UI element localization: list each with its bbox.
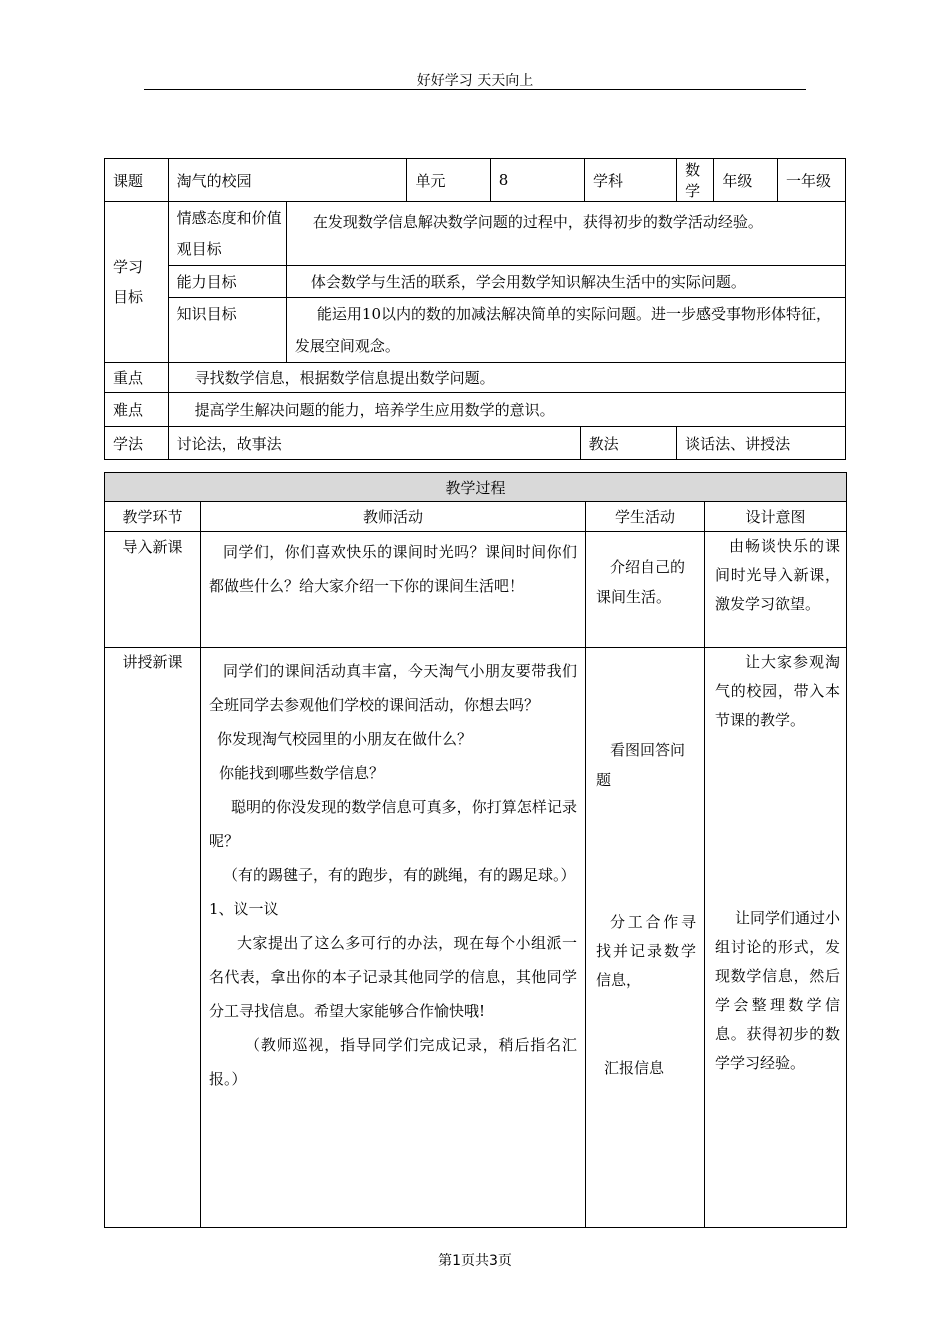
teacher-activity-para: 你能找到哪些数学信息？ xyxy=(219,764,385,782)
topic-label: 课题 xyxy=(105,159,169,202)
column-header-student: 学生活动 xyxy=(586,502,705,532)
teach-method-label: 教法 xyxy=(580,427,676,460)
stage-intro: 导入新课 xyxy=(105,532,201,648)
key-label: 重点 xyxy=(105,363,169,393)
teach-method-value: 谈话法、讲授法 xyxy=(677,427,846,460)
subject-label: 学科 xyxy=(585,159,677,202)
design-intent-para: 由畅谈快乐的课间时光导入新课，激发学习欲望。 xyxy=(715,537,841,613)
difficulty-value: 提高学生解决问题的能力，培养学生应用数学的意识。 xyxy=(168,393,845,427)
goal-label-ability: 能力目标 xyxy=(168,266,286,298)
goal-text-ability: 体会数学与生活的联系，学会用数学知识解决生活中的实际问题。 xyxy=(286,266,845,298)
column-header-stage: 教学环节 xyxy=(105,502,201,532)
student-activity-para: 分工合作寻找并记录数学信息， xyxy=(596,913,696,989)
lesson-info-table xyxy=(104,158,846,460)
goal-text-knowledge: 能运用10以内的数的加减法解决简单的实际问题。进一步感受事物形体特征，发展空间观念。 xyxy=(286,298,845,363)
design-intent-para: 让大家参观淘气的校园，带入本节课的教学。 xyxy=(715,653,841,729)
process-title: 教学过程 xyxy=(105,473,847,502)
unit-label: 单元 xyxy=(407,159,490,202)
teacher-activity-para: （教师巡视，指导同学们完成记录，稍后指名汇报。） xyxy=(209,1036,577,1088)
header-divider xyxy=(144,89,806,90)
teacher-activity-para: 同学们的课间活动真丰富，今天淘气小朋友要带我们全班同学去参观他们学校的课间活动，你想去吗？ xyxy=(209,662,577,714)
teacher-activity-para: 你发现淘气校园里的小朋友在做什么？ xyxy=(217,730,473,748)
goal-label-attitude: 情感态度和价值观目标 xyxy=(168,202,286,266)
page-number: 第1页共3页 xyxy=(438,1253,512,1269)
table-row xyxy=(105,648,847,1228)
goals-label: 学习目标 xyxy=(105,202,169,363)
teacher-activity-para: （有的踢毽子，有的跑步，有的跳绳，有的踢足球。） xyxy=(223,866,576,884)
subject-value: 数学 xyxy=(677,159,714,202)
teaching-process-table xyxy=(104,472,847,1228)
student-activity-para: 看图回答问题 xyxy=(596,741,686,789)
student-activity-para: 介绍自己的课间生活。 xyxy=(596,558,686,606)
student-activity-para: 汇报信息 xyxy=(604,1059,665,1077)
unit-value: 8 xyxy=(490,159,584,202)
grade-value: 一年级 xyxy=(777,159,845,202)
design-intent-para: 让同学们通过小组讨论的形式，发现数学信息，然后学会整理数学信息。获得初步的数学学习经验。 xyxy=(715,909,841,1072)
teacher-activity-para: 同学们，你们喜欢快乐的课间时光吗？课间时间你们都做些什么？给大家介绍一下你的课间生活吧！ xyxy=(209,543,577,595)
teacher-activity-para: 大家提出了这么多可行的办法，现在每个小组派一名代表，拿出你的本子记录其他同学的信息，其他同学分工寻找信息。希望大家能够合作愉快哦! xyxy=(209,934,577,1020)
table-row xyxy=(105,532,847,648)
column-header-teacher: 教师活动 xyxy=(201,502,586,532)
teacher-activity-para: 聪明的你没发现的数学信息可真多，你打算怎样记录呢？ xyxy=(209,798,577,850)
topic-value: 淘气的校园 xyxy=(168,159,407,202)
teacher-activity-para: 1、议一议 xyxy=(209,900,279,918)
page-header-title: 好好学习 天天向上 xyxy=(416,73,534,89)
goal-label-knowledge: 知识目标 xyxy=(168,298,286,363)
grade-label: 年级 xyxy=(714,159,778,202)
column-header-design: 设计意图 xyxy=(705,502,847,532)
difficulty-label: 难点 xyxy=(105,393,169,427)
study-method-value: 讨论法，故事法 xyxy=(168,427,580,460)
stage-new-lesson: 讲授新课 xyxy=(105,648,201,1228)
key-value: 寻找数学信息，根据数学信息提出数学问题。 xyxy=(168,363,845,393)
goal-text-attitude: 在发现数学信息解决数学问题的过程中，获得初步的数学活动经验。 xyxy=(286,202,845,266)
study-method-label: 学法 xyxy=(105,427,169,460)
